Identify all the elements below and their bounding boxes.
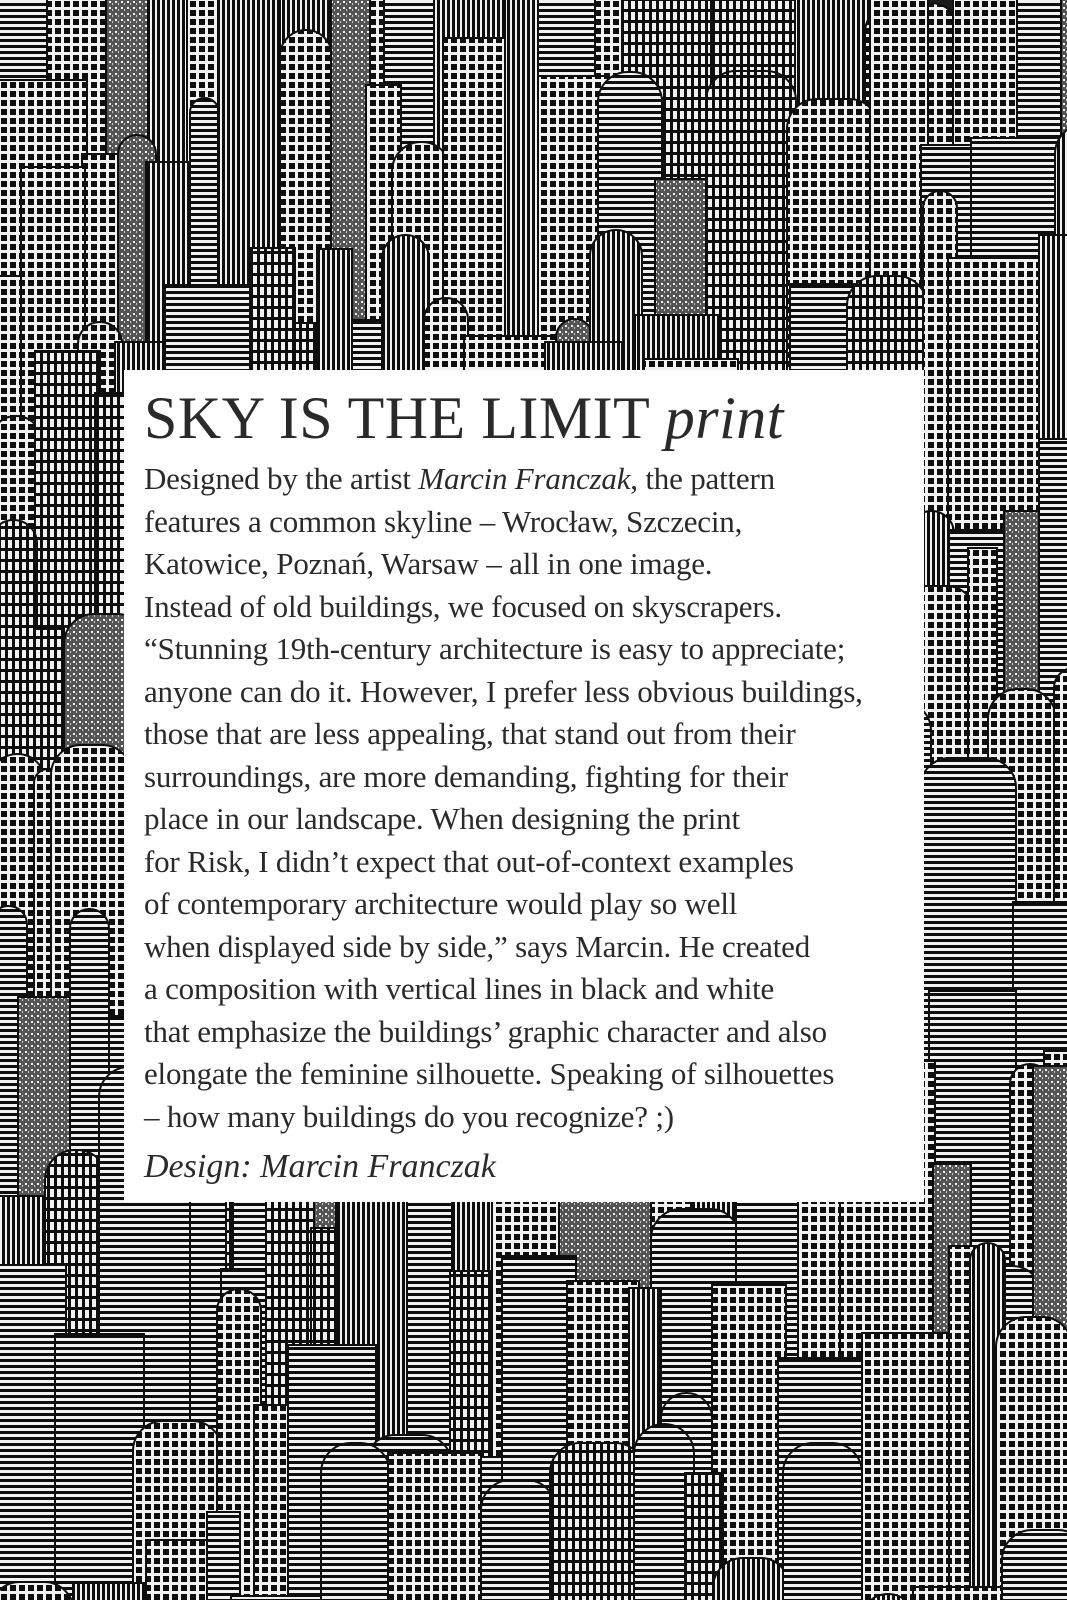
description-text-run: surroundings, are more demanding, fighting for their	[144, 758, 788, 794]
title-accent: print	[664, 385, 784, 451]
design-credit: Design: Marcin Franczak	[144, 1148, 496, 1185]
description-text-run: those that are less appealing, that stand out from their	[144, 716, 796, 751]
description-text-run: place in our landscape. When designing the print	[144, 801, 740, 836]
description-text-run: a composition with vertical lines in black and white	[144, 971, 775, 1006]
description-line	[144, 841, 904, 884]
artist-name: Marcin Franczak	[418, 461, 631, 496]
description-line	[144, 671, 904, 714]
description-text-run: elongate the feminine silhouette. Speaking of silhouettes	[144, 1056, 835, 1091]
description-text-run: Designed by the artist	[144, 461, 419, 496]
description-line	[144, 1053, 904, 1096]
title-main: SKY IS THE LIMIT	[144, 385, 650, 451]
description-text-run: for Risk, I didn’t expect that out-of-context examples	[144, 843, 794, 879]
description-text	[144, 458, 904, 1138]
description-text-run: features a common skyline – Wrocław, Szczecin,	[144, 503, 743, 539]
description-line	[144, 798, 904, 841]
description-text-run: , the pattern	[630, 461, 775, 496]
description-text-run: of contemporary architecture would play so well	[144, 886, 738, 921]
description-text-run: Katowice, Poznań, Warsaw – all in one image.	[144, 546, 713, 581]
description-text-run: anyone can do it. However, I prefer less obvious buildings,	[144, 673, 863, 709]
description-line	[144, 756, 904, 799]
description-text-run: “Stunning 19th-century architecture is easy to appreciate;	[144, 631, 846, 666]
description-line	[144, 586, 904, 629]
description-line	[144, 926, 904, 969]
description-line	[144, 713, 904, 756]
description-text-run: when displayed side by side,” says Marcin. He created	[144, 928, 811, 964]
page-title	[144, 384, 904, 452]
description-line	[144, 628, 904, 671]
description-line	[144, 1096, 904, 1139]
description-line	[144, 1011, 904, 1054]
description-text-run: – how many buildings do you recognize? ;)	[144, 1098, 674, 1134]
description-line	[144, 458, 904, 501]
description-line	[144, 501, 904, 544]
description-line	[144, 968, 904, 1011]
description-text-run: that emphasize the buildings’ graphic character and also	[144, 1013, 827, 1049]
description-line	[144, 543, 904, 586]
description-card	[124, 370, 924, 1202]
description-line	[144, 883, 904, 926]
description-text-run: Instead of old buildings, we focused on skyscrapers.	[144, 588, 782, 624]
